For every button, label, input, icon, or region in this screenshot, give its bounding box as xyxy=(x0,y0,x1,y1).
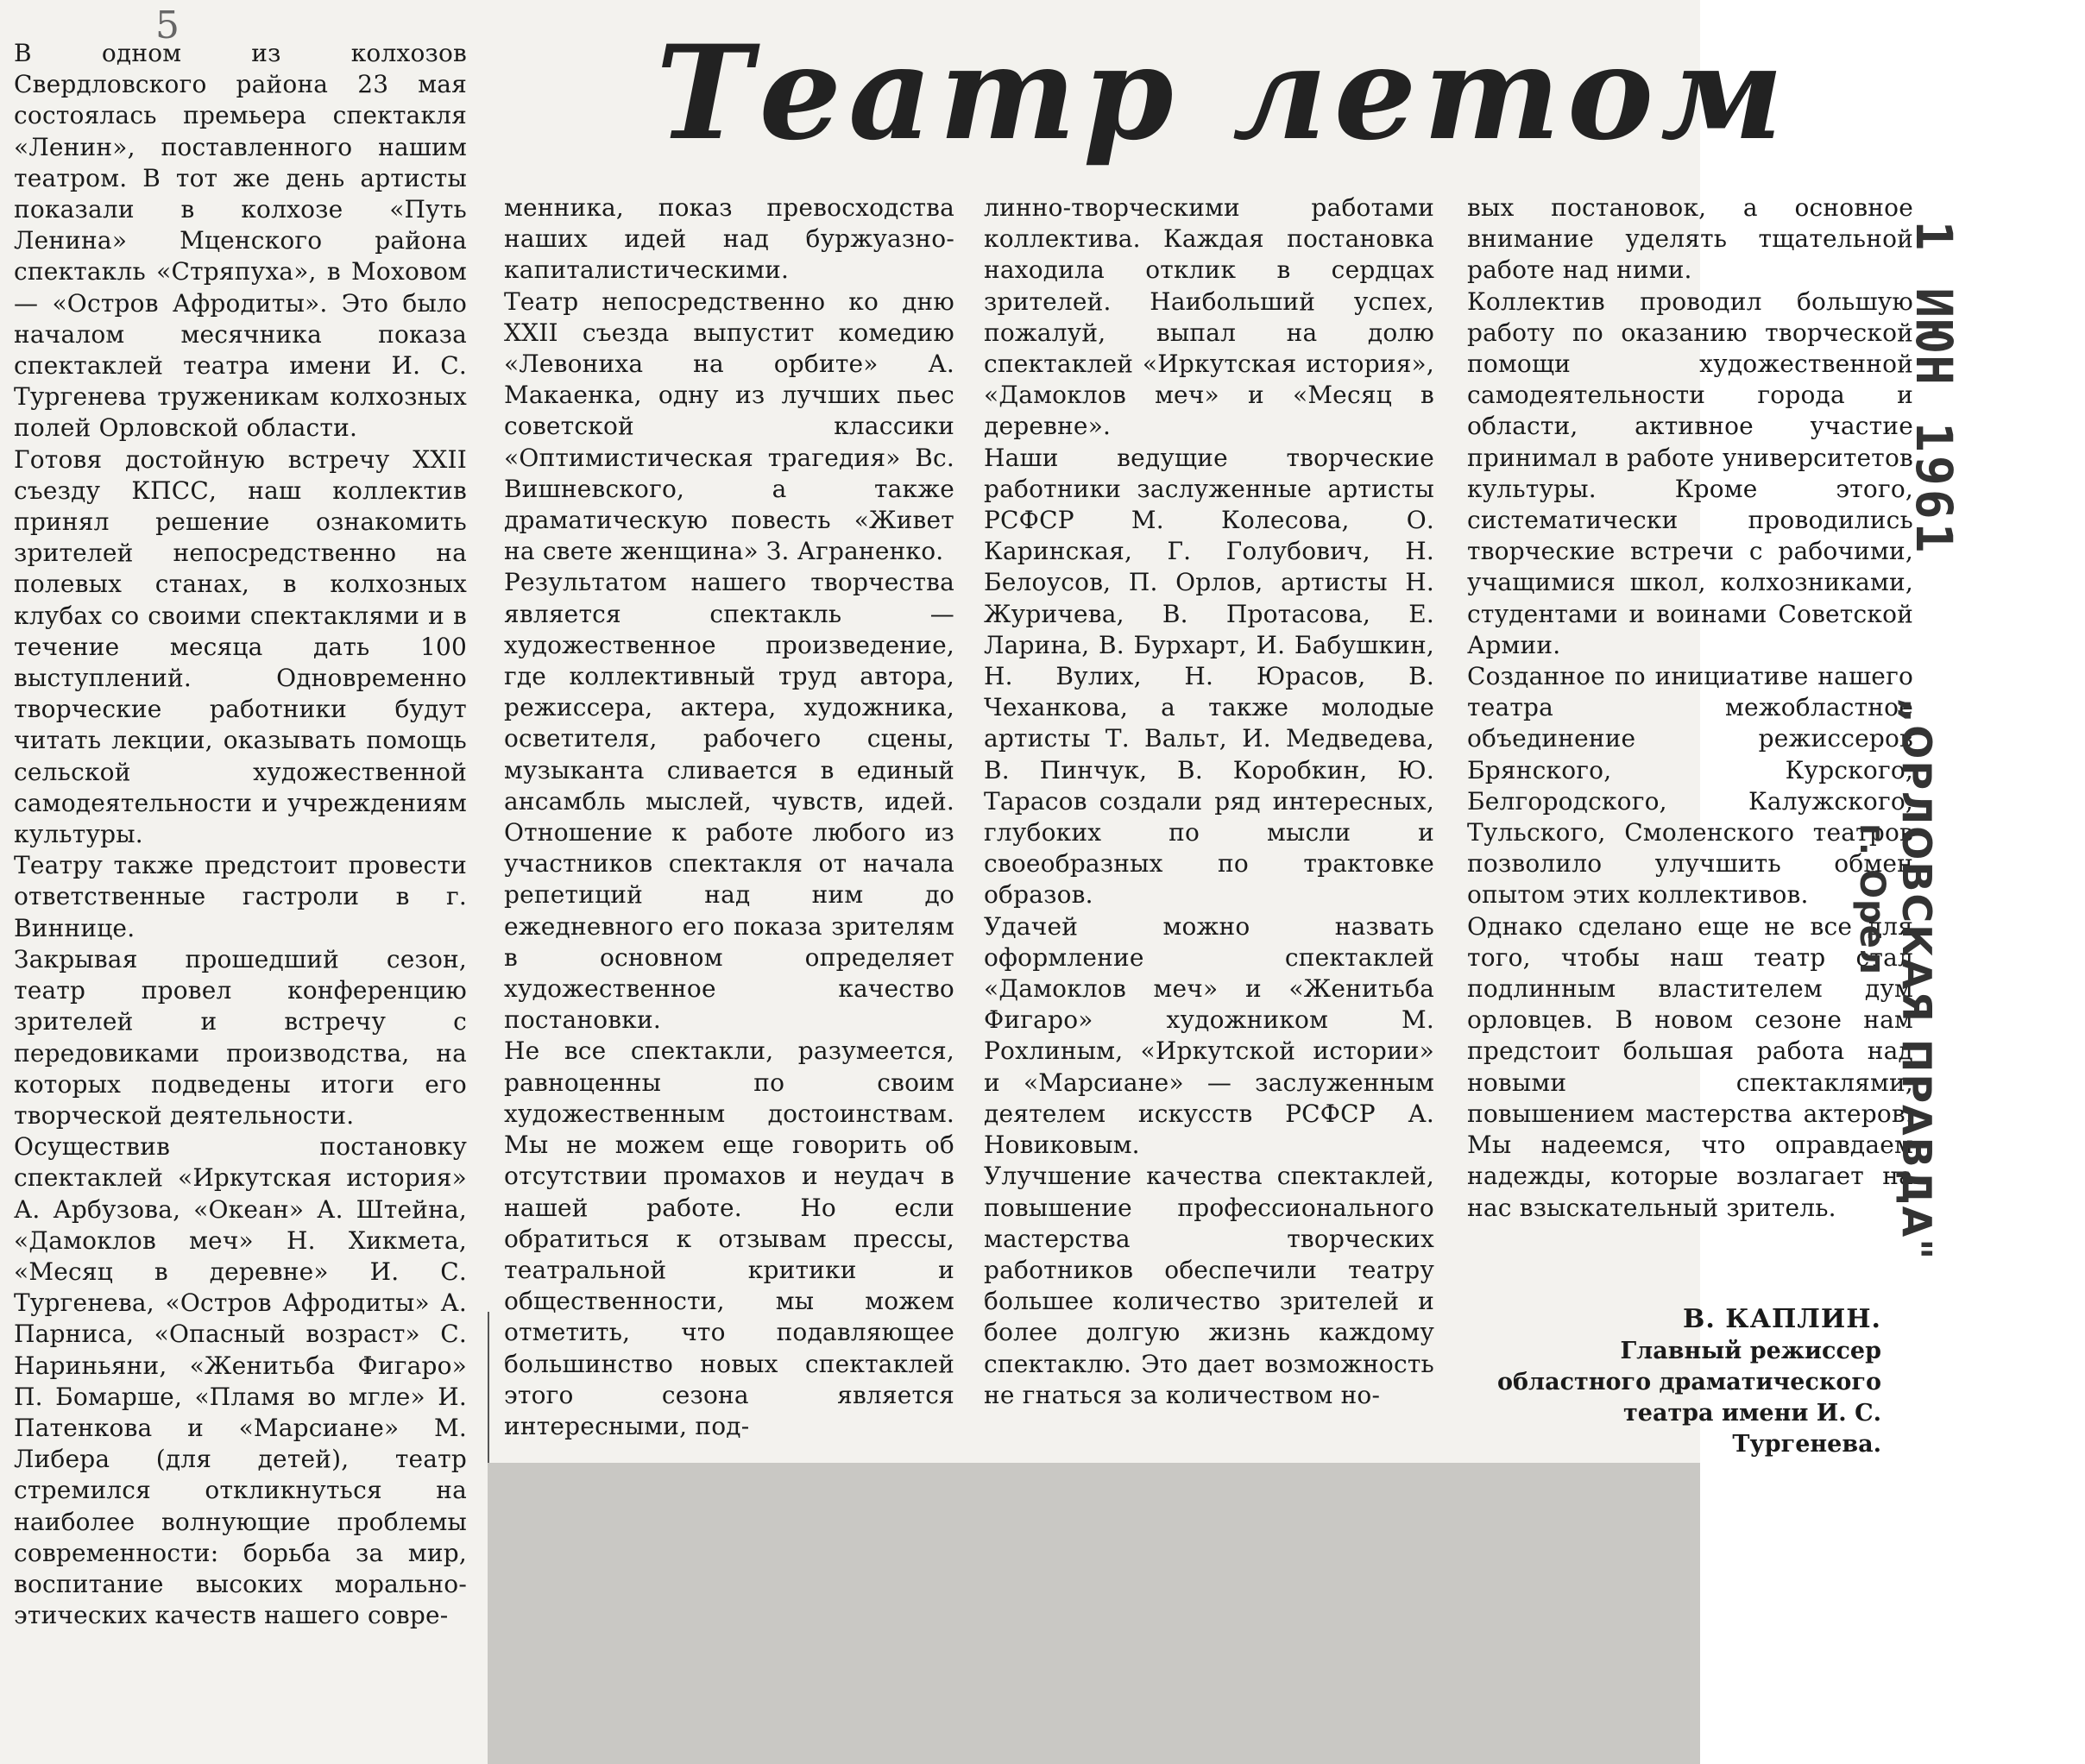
author-position: Главный режиссер областного драматического театра имени И. С. Тургенева. xyxy=(1497,1338,1881,1458)
date-stamp: 1 ИЮН 1961 xyxy=(1905,220,1963,557)
article-column-3: линно-творческими работами коллектива. Каждая постановка находила отклик в сердцах зрителей. Наибольший успех, пожалуй, выпал на долю спектаклей «Иркутская история», «Дамоклов меч» и «Месяц в деревне». Наши ведущие творческие работники заслуженные артисты РСФСР М. Колесова, О. Каринская, Г. Голубович, Н. Белоусов, П. Орлов, артисты Н. Журичева, В. Протасова, Е. Ларина, В. Бурхарт, И. Бабушкин, Н. Вулих, Н. Юрасов, В. Чеханкова, а также молодые артисты Т. Вальт, И. Медведева, В. Пинчук, В. Коробкин, Ю. Тарасов создали ряд интересных, глубоких по мысли и своеобразных по трактовке образов. Удачей можно назвать оформление спектаклей «Дамоклов меч» и «Женитьба Фигаро» художником М. Рохлиным, «Иркутской истории» и «Марсиане» — заслуженным деятелем искусств РСФСР А. Новиковым. Улучшение качества спектаклей, повышение профессионального мастерства творческих работников обеспечили театру большее количество зрителей и более долгую жизнь каждому спектаклю. Это дает возможность не гнаться за количеством но- xyxy=(984,193,1434,1409)
pencil-mark: 5 xyxy=(155,3,180,47)
city-stamp: г. Орел xyxy=(1852,822,1892,976)
author-signature xyxy=(1467,1303,1881,1460)
article-headline: Театр летом xyxy=(656,17,1791,169)
article-column-4: вых постановок, а основное внимание уделять тщательной работе над ними. Коллектив проводил большую работу по оказанию творческой помощи художественной самодеятельности города и области, активное участие принимал в работе университетов культуры. Кроме этого, систематически проводились творческие встречи с рабочими, учащимися школ, колхозниками, студентами и воинами Советской Армии. Созданное по инициативе нашего театра межобластное объединение режиссеров Брянского, Курского, Белгородского, Калужского, Тульского, Смоленского театров позволило улучшить обмен опытом этих коллективов. Однако сделано еще не все для того, чтобы наш театр стал подлинным властителем дум орловцев. В новом сезоне нам предстоит большая работа над новыми спектаклями, повышением мастерства актеров. Мы надеемся, что оправдаем надежды, которые возлагает на нас взыскательный зритель. xyxy=(1467,193,1913,1222)
newspaper-name-stamp: „ОРЛОВСКАЯ ПРАВДА" xyxy=(1893,697,1940,1262)
article-column-1: В одном из колхозов Свердловского района 23 мая состоялась премьера спектакля «Ленин», поставленного нашим театром. В тот же день артисты показали в колхозе «Путь Ленина» Мценского района спектакль «Стряпуха», в Моховом — «Остров Афродиты». Это было началом месячника показа спектаклей театра имени И. С. Тургенева труженикам колхозных полей Орловской области. Готовя достойную встречу XXII съезду КПСС, наш коллектив принял решение ознакомить зрителей непосредственно на полевых станах, в колхозных клубах со своими спектаклями и в течение месяца дать 100 выступлений. Одновременно творческие работники будут читать лекции, оказывать помощь сельской художественной самодеятельности и учреждениям культуры. Театру также предстоит провести ответственные гастроли в г. Виннице. Закрывая прошедший сезон, театр провел конференцию зрителей и встречу с передовиками производства, на которых подведены итоги его творческой деятельности. Осуществив постановку спектаклей «Иркутская история» А. Арбузова, «Океан» А. Штейна, «Дамоклов меч» Н. Хикмета, «Месяц в деревне» И. С. Тургенева, «Остров Афродиты» А. Парниса, «Опасный возраст» С. Нариньяни, «Женитьба Фигаро» П. Бомарше, «Пламя во мгле» И. Патенкова и «Марсиане» М. Либера (для детей), театр стремился откликнуться на наиболее волнующие проблемы современности: борьба за мир, воспитание высоких морально-этических качеств нашего совре- xyxy=(14,39,467,1630)
author-name: В. КАПЛИН. xyxy=(1683,1304,1881,1334)
scan-background-patch xyxy=(488,1463,1700,1764)
article-column-2: менника, показ превосходства наших идей над буржуазно-капиталистическими. Театр непосредственно ко дню XXII съезда выпустит комедию «Левониха на орбите» А. Макаенка, одну из лучших пьес советской классики «Оптимистическая трагедия» Вс. Вишневского, а также драматическую повесть «Живет на свете женщина» З. Аграненко. Результатом нашего творчества является спектакль — художественное произведение, где коллективный труд автора, режиссера, актера, художника, осветителя, рабочего сцены, музыканта сливается в единый ансамбль мыслей, чувств, идей. Отношение к работе любого из участников спектакля от начала репетиций над ним до ежедневного его показа зрителям в основном определяет художественное качество постановки. Не все спектакли, разумеется, равноценны по своим художественным достоинствам. Мы не можем еще говорить об отсутствии промахов и неудач в нашей работе. Но если обратиться к отзывам прессы, театральной критики и общественности, мы можем отметить, что подавляющее большинство новых спектаклей этого сезона является интересными, под- xyxy=(504,193,954,1440)
column-rule xyxy=(488,1312,489,1463)
